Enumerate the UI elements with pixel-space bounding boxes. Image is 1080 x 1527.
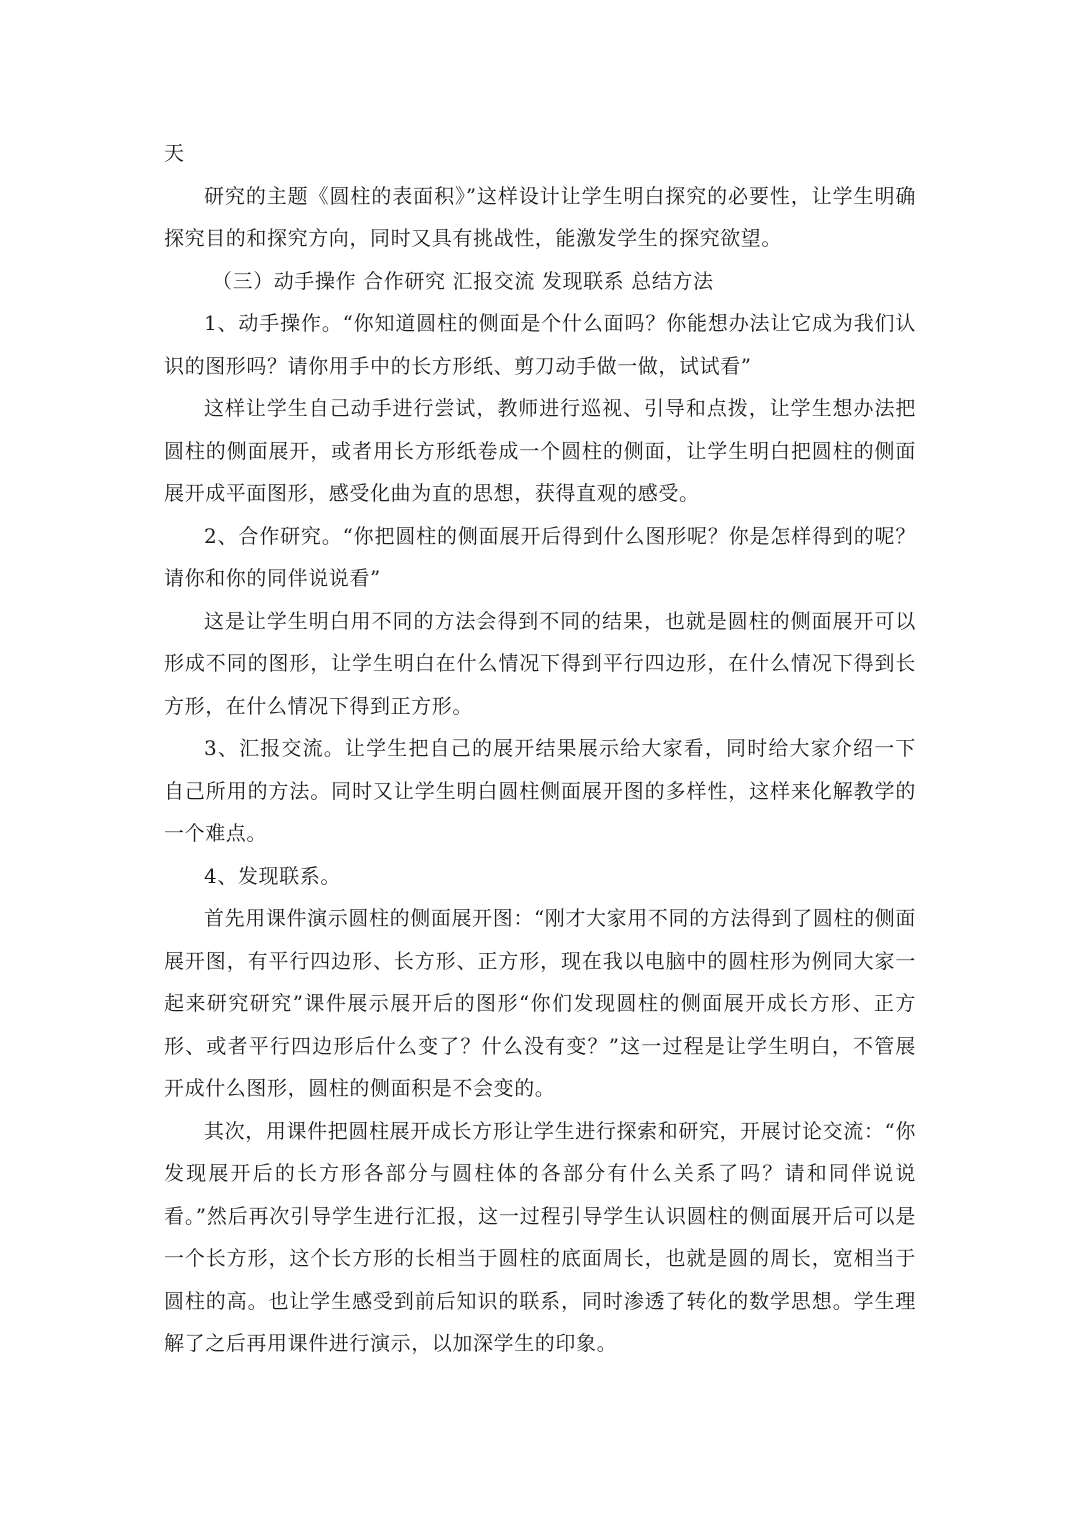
paragraph-cooperative-research: 2、合作研究。“你把圆柱的侧面展开后得到什么图形呢？你是怎样得到的呢？请你和你的同伴说说看” (164, 523, 916, 590)
paragraph-cooperative-explanation: 这是让学生明白用不同的方法会得到不同的结果，也就是圆柱的侧面展开可以形成不同的图形，让学生明白在什么情况下得到平行四边形，在什么情况下得到长方形，在什么情况下得到正方形。 (164, 608, 916, 718)
paragraph-courseware-demo: 首先用课件演示圆柱的侧面展开图：“刚才大家用不同的方法得到了圆柱的侧面展开图，有平行四边形、长方形、正方形，现在我以电脑中的圆柱形为例同大家一起来研究研究”课件展示展开后的图形“你们发现圆柱的侧面展开成长方形、正方形、或者平行四边形后什么变了？什么没有变？”这一过程是让学生明白，不管展开成什么图形，圆柱的侧面积是不会变的。 (164, 906, 916, 1100)
section-heading: （三）动手操作 合作研究 汇报交流 发现联系 总结方法 (212, 268, 714, 293)
paragraph-report-exchange: 3、汇报交流。让学生把自己的展开结果展示给大家看，同时给大家介绍一下自己所用的方法。同时又让学生明白圆柱侧面展开图的多样性，这样来化解教学的一个难点。 (164, 736, 916, 845)
paragraph-exploration: 其次，用课件把圆柱展开成长方形让学生进行探索和研究，开展讨论交流：“你发现展开后的长方形各部分与圆柱体的各部分有什么关系了吗？请和同伴说说看。”然后再次引导学生进行汇报，这一过程引导学生认识圆柱的侧面展开后可以是一个长方形，这个长方形的长相当于圆柱的底面周长，也就是圆的周长，宽相当于圆柱的高。也让学生感受到前后知识的联系，同时渗透了转化的数学思想。学生理解了之后再用课件进行演示，以加深学生的印象。 (164, 1118, 916, 1355)
paragraph-discover-connections: 4、发现联系。 (204, 863, 341, 888)
paragraph-hands-on-explanation: 这样让学生自己动手进行尝试，教师进行巡视、引导和点拨，让学生想办法把圆柱的侧面展开，或者用长方形纸卷成一个圆柱的侧面，让学生明白把圆柱的侧面展开成平面图形，感受化曲为直的思想，获得直观的感受。 (164, 396, 916, 505)
continuation-line: 天 (164, 141, 185, 165)
document-body (164, 132, 916, 1365)
paragraph-hands-on: 1、动手操作。“你知道圆柱的侧面是个什么面吗？你能想办法让它成为我们认识的图形吗？请你用手中的长方形纸、剪刀动手做一做，试试看” (164, 311, 916, 378)
paragraph-research-topic: 研究的主题《圆柱的表面积》”这样设计让学生明白探究的必要性，让学生明确探究目的和探究方向，同时又具有挑战性，能激发学生的探究欲望。 (164, 183, 916, 250)
